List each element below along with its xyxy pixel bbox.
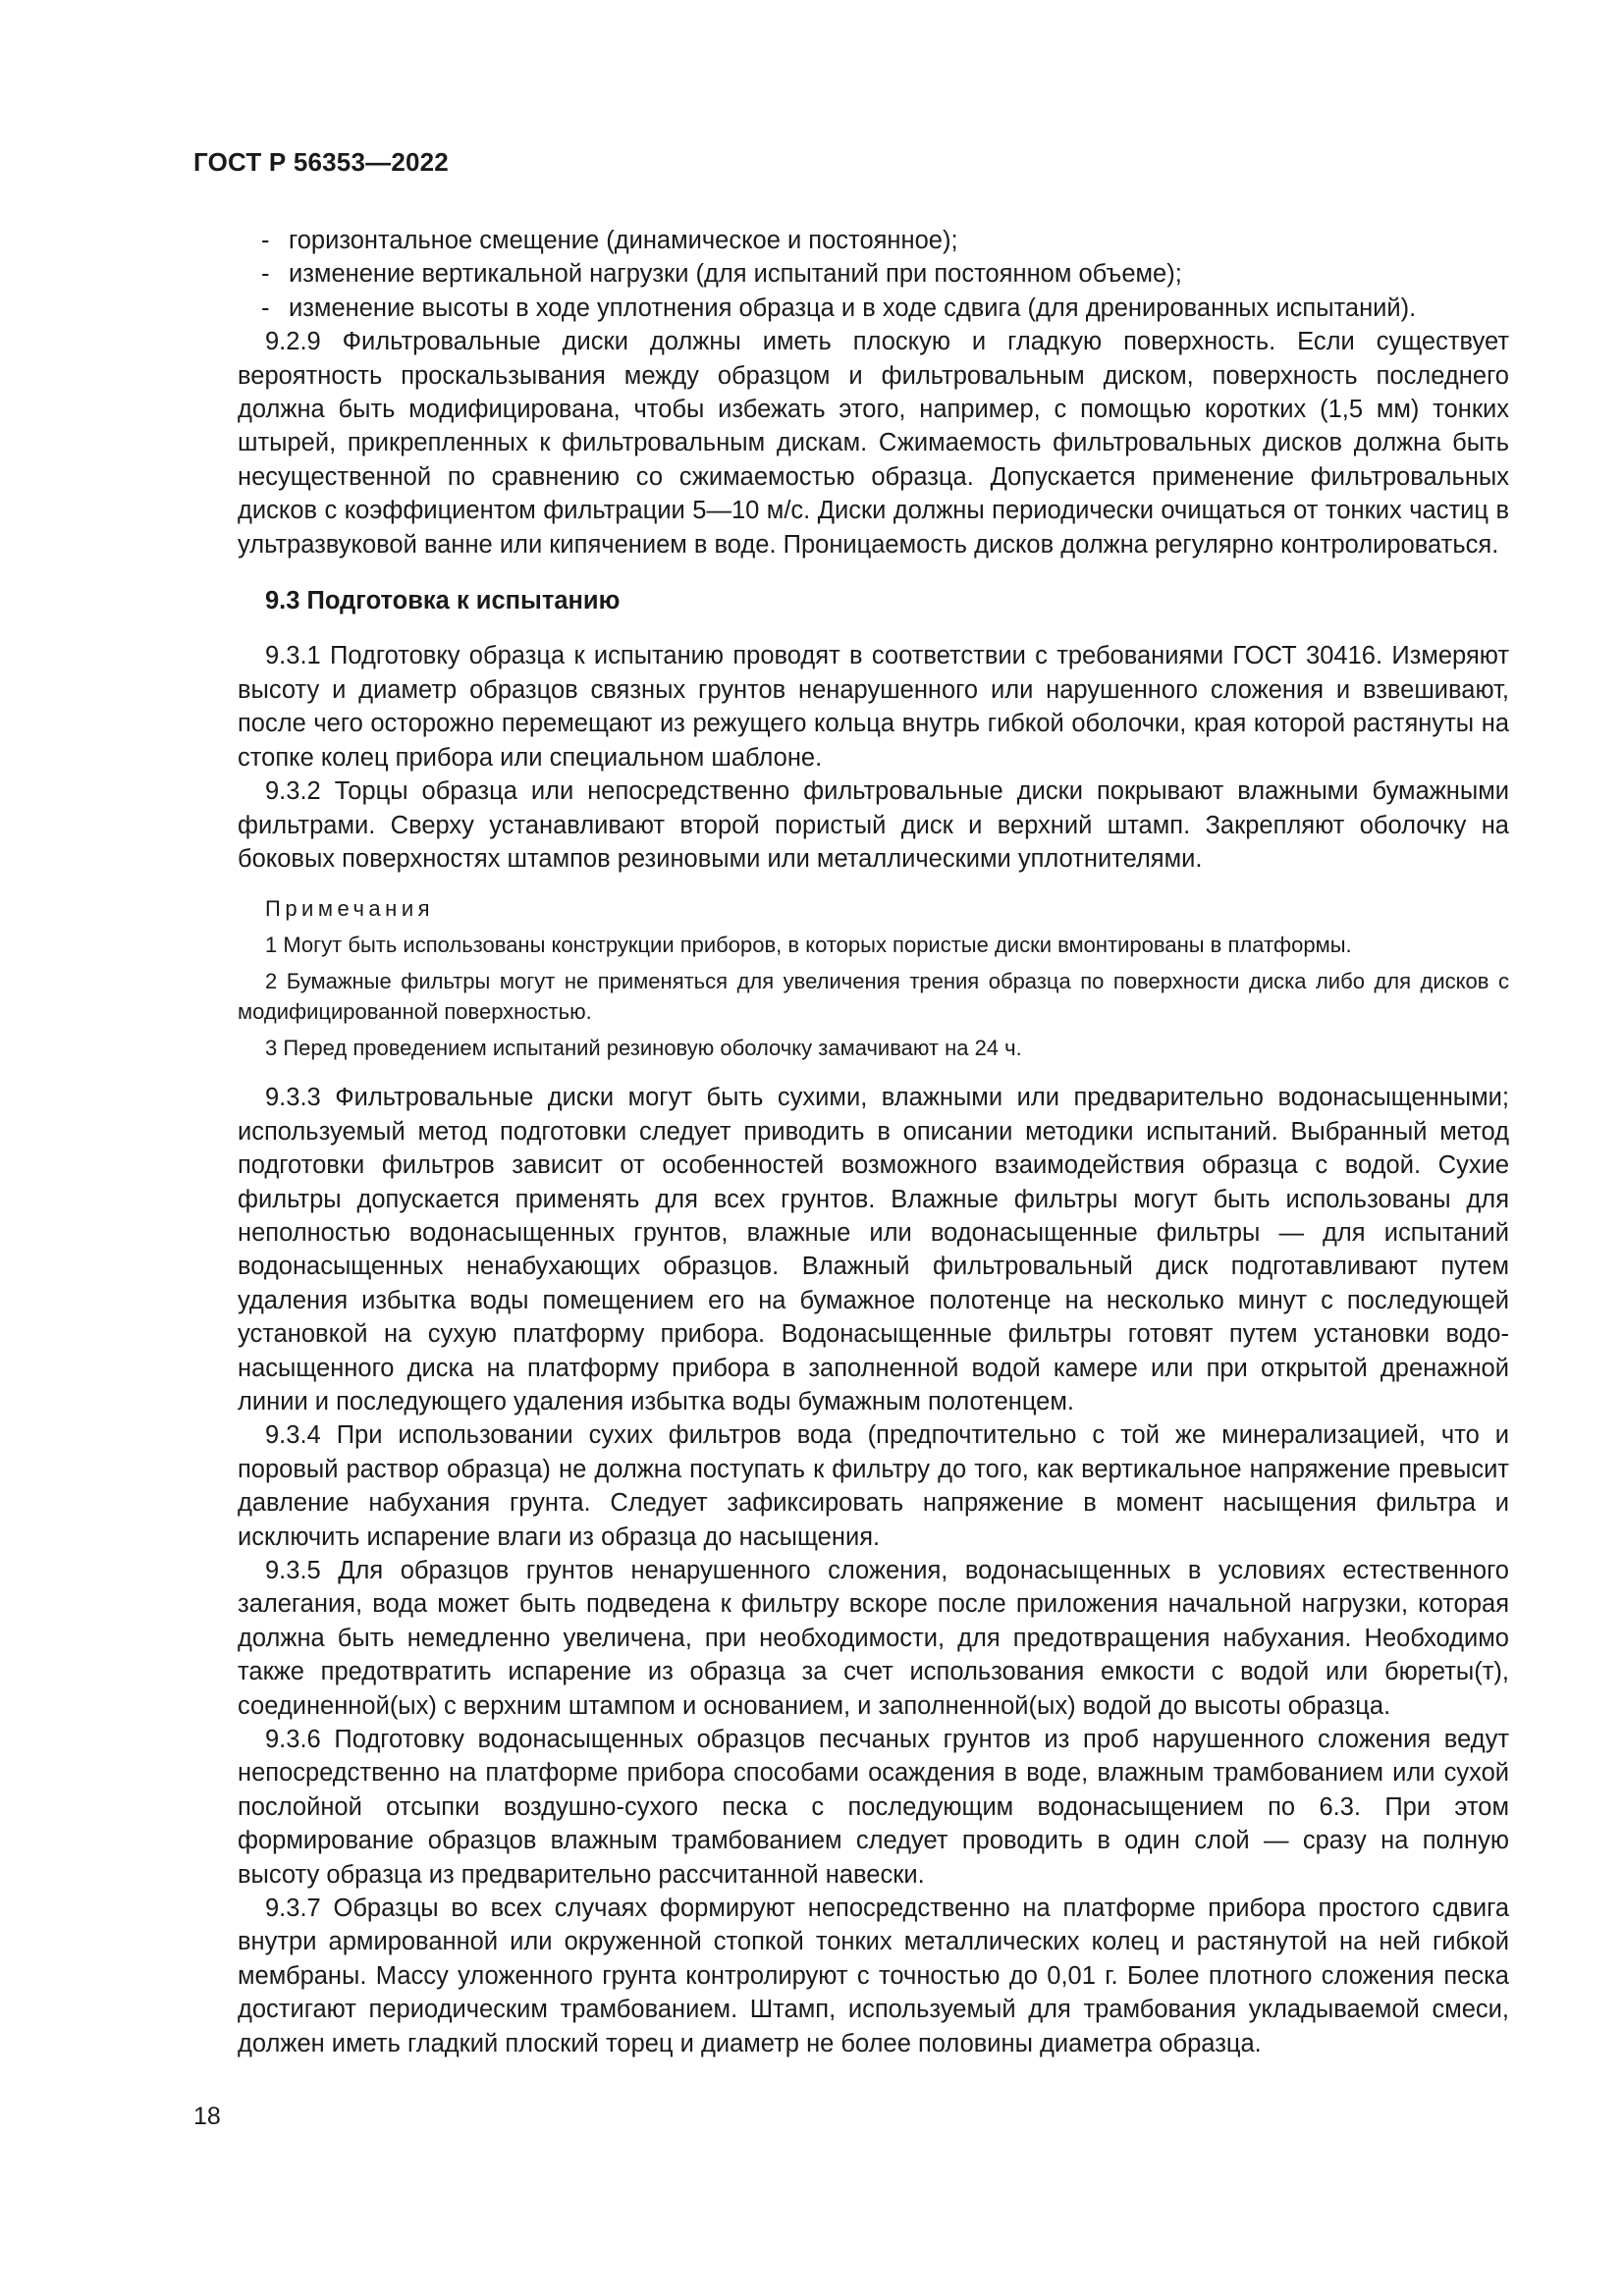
paragraph-9-3-7: 9.3.7 Образцы во всех случаях формируют непосредственно на платформе прибора простого сдвига внутри армированной или окруженной стопкой тонких металлических колец и растянутой на ней гибкой мембраны. Массу уложенного грунта контролируют с точностью до 0,01 г. Более плотного сложения песка достигают периодическим трамбованием. Штамп, используемый для трамбования укладываемой смеси, должен иметь гладкий плоский торец и диаметр не более половины диаметра образца. [238,1895,1509,2057]
paragraph-9-3-6: 9.3.6 Подготовку водонасыщенных образцов песчаных грунтов из проб нарушенного сложения ведут непосредственно на платформе прибора способами осаждения в воде, влажным трамбованием или сухой послойной отсыпки воздушно-сухого песка с последующим водонасыщением по 6.3. При этом формирование образцов влажным трамбованием следует проводить в один слой — сразу на полную высоту образца из предварительно рассчитанной навески. [238,1726,1509,1889]
bullet-list [238,224,1509,325]
paragraph-9-3-3: 9.3.3 Фильтровальные диски могут быть сухими, влажными или предварительно водонасыщенными; используемый метод подготовки следует приводить в описании методики испытаний. Выбранный метод подготовки фильтров зависит от особенностей возможного взаимодействия образца с водой. Сухие фильтры допускается применять для всех грунтов. Влажные фильтры могут быть использованы для неполностью водонасыщенных грунтов, влажные или водонасыщенные фильтры — для испытаний водонасыщенных ненабухающих образцов. Влажный фильтровальный диск подготавливают путем удаления избытка воды помещением его на бумажное полотенце на несколько минут с последующей установкой на сухую платформу прибора. Водонасыщенные фильтры готовят путем установки водонасыщенного диска на платформу прибора в заполненной водой камере или при открытой дренажной линии и последующего удаления избытка воды бумажным полотенцем. [238,1084,1509,1415]
list-item: - изменение высоты в ходе уплотнения образца и в ходе сдвига (для дренированных испытаний). [261,294,1417,322]
page-number: 18 [193,2103,221,2130]
document-header: ГОСТ Р 56353—2022 [193,147,449,177]
note-item: 1 Могут быть использованы конструкции приборов, в которых пористые диски вмонтированы в платформы. [265,933,1352,958]
page-content [238,224,1509,2060]
notes-block [238,893,1509,1063]
paragraph-9-3-4: 9.3.4 При использовании сухих фильтров вода (предпочтительно с той же минерализацией, что и поровый раствор образца) не должна поступать к фильтру до того, как вертикальное напряжение превысит давление набухания грунта. Следует зафиксировать напряжение в момент насыщения фильтра и исключить испарение влаги из образца до насыщения. [238,1421,1509,1551]
note-item: 2 Бумажные фильтры могут не применяться для увеличения трения образца по поверхности диска либо для дисков с модифицированной поверхностью. [238,969,1509,1025]
paragraph-9-2-9: 9.2.9 Фильтровальные диски должны иметь плоскую и гладкую поверхность. Если существует вероятность проскальзывания между образцом и фильтровальным диском, поверхность последнего должна быть модифицирована, чтобы избежать этого, например, с помощью коротких (1,5 мм) тонких штырей, прикрепленных к фильтровальным дискам. Сжимаемость фильтровальных дисков должна быть несущественной по сравнению со сжимаемостью образца. Допускается применение фильтровальных дисков с коэффициентом фильтрации 5—10 м/с. Диски должны периодически очищаться от тонких частиц в ультразвуковой ванне или кипячением в воде. Проницаемость дисков должна регулярно контролироваться. [238,328,1509,559]
paragraph-9-3-2: 9.3.2 Торцы образца или непосредственно фильтровальные диски покрывают влажными бумажными фильтрами. Сверху устанавливают второй пористый диск и верхний штамп. Закрепляют оболочку на боковых поверхностях штампов резиновыми или металлическими уплотнителями. [238,777,1509,873]
list-item: - изменение вертикальной нагрузки (для испытаний при постоянном объеме); [261,260,1182,289]
paragraph-9-3-5: 9.3.5 Для образцов грунтов ненарушенного сложения, водонасыщенных в условиях естественного залегания, вода может быть подведена к фильтру вскоре после приложения начальной нагрузки, которая должна быть немедленно увеличена, при необходимости, для предотвращения набухания. Необходимо также предотвратить испарение из образца за счет использования емкости с водой или бюреты(т), соединенной(ых) с верхним штампом и основанием, и заполненной(ых) водой до высоты образца. [238,1557,1509,1720]
paragraph-9-3-1: 9.3.1 Подготовку образца к испытанию проводят в соответствии с требованиями ГОСТ 30416. Измеряют высоту и диаметр образцов связных грунтов ненарушенного или нарушенного сложения и взвешивают, после чего осторожно перемещают из режущего кольца внутрь гибкой оболочки, края которой растянуты на стопке колец прибора или специальном шаблоне. [238,642,1509,772]
section-title: 9.3 Подготовка к испытанию [265,587,621,615]
list-item: - горизонтальное смещение (динамическое и постоянное); [261,227,958,254]
note-item: 3 Перед проведением испытаний резиновую оболочку замачивают на 24 ч. [265,1036,1022,1061]
notes-title: Примечания [265,896,435,922]
